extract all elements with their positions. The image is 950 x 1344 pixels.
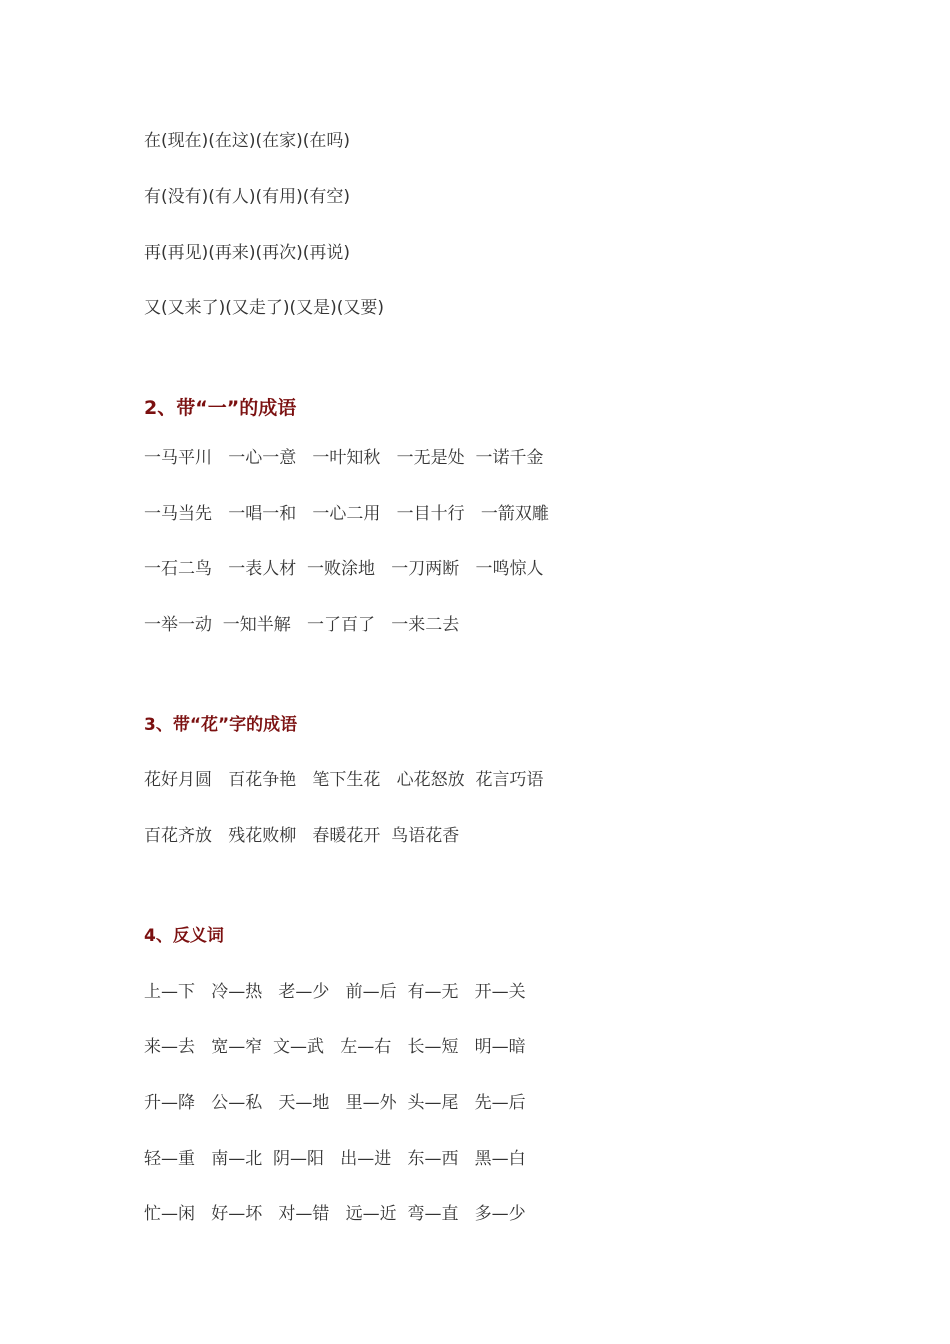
section-heading: 2、带“一”的成语 xyxy=(144,397,297,419)
word-line: 有(没有)(有人)(有用)(有空) xyxy=(144,187,351,207)
idiom-line: 一举一动 一知半解 一了百了 一来二去 xyxy=(144,615,460,635)
antonym-line: 忙—闲 好—坏 对—错 远—近 弯—直 多—少 xyxy=(144,1204,526,1224)
idiom-line: 一马当先 一唱一和 一心二用 一目十行 一箭双雕 xyxy=(144,504,549,524)
idiom-line: 百花齐放 残花败柳 春暖花开 鸟语花香 xyxy=(144,826,460,846)
section-heading: 3、带“花”字的成语 xyxy=(144,715,298,735)
idiom-line: 一石二鸟 一表人材 一败涂地 一刀两断 一鸣惊人 xyxy=(144,559,544,579)
antonym-line: 来—去 宽—窄 文—武 左—右 长—短 明—暗 xyxy=(144,1037,526,1057)
antonym-line: 升—降 公—私 天—地 里—外 头—尾 先—后 xyxy=(144,1093,526,1113)
idiom-line: 花好月圆 百花争艳 笔下生花 心花怒放 花言巧语 xyxy=(144,770,544,790)
word-line: 再(再见)(再来)(再次)(再说) xyxy=(144,243,351,263)
word-line: 在(现在)(在这)(在家)(在吗) xyxy=(144,131,351,151)
antonym-line: 轻—重 南—北 阴—阳 出—进 东—西 黑—白 xyxy=(144,1149,526,1169)
word-line: 又(又来了)(又走了)(又是)(又要) xyxy=(144,298,385,318)
idiom-line: 一马平川 一心一意 一叶知秋 一无是处 一诺千金 xyxy=(144,448,544,468)
antonym-line: 上—下 冷—热 老—少 前—后 有—无 开—关 xyxy=(144,982,526,1002)
section-heading: 4、反义词 xyxy=(144,926,224,946)
